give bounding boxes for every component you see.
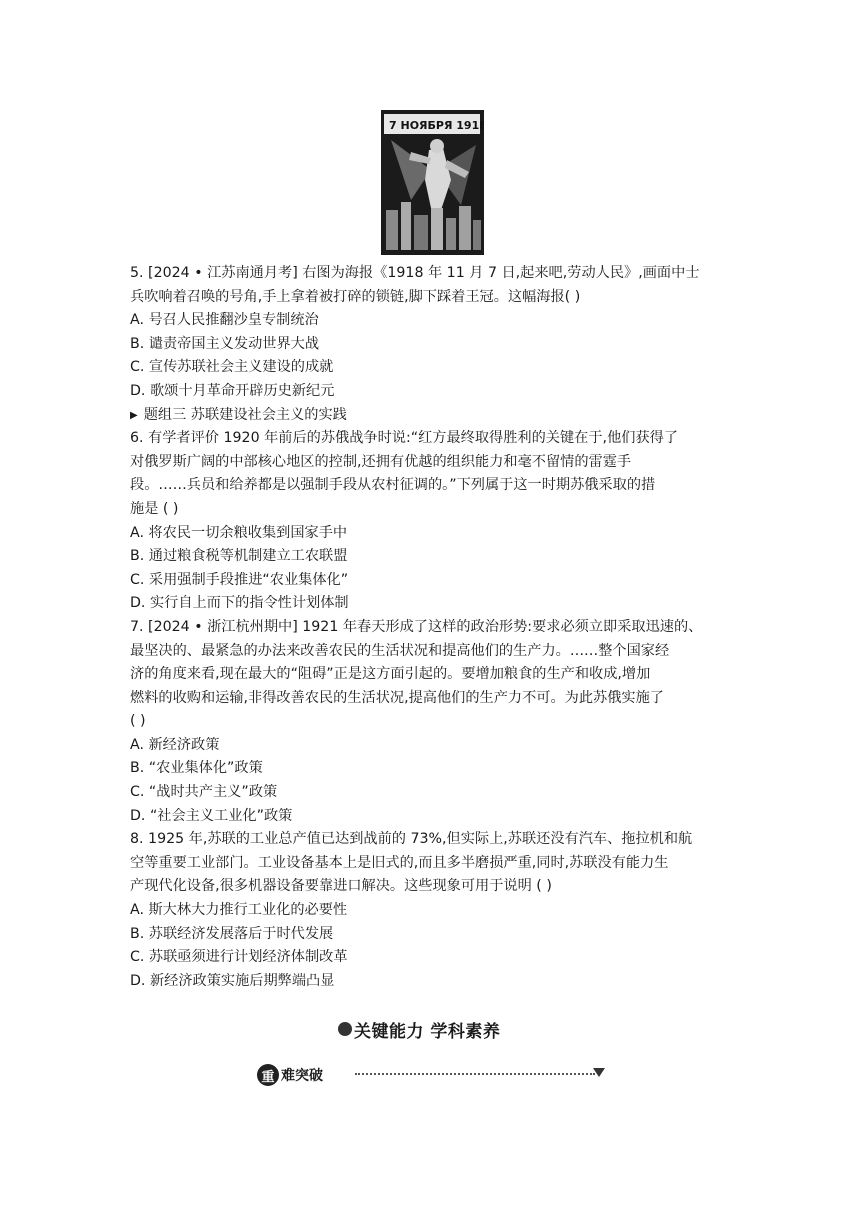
question-stem: 最坚决的、最紧急的办法来改善农民的生活状况和提高他们的生产力。……整个国家经 — [130, 642, 670, 659]
dot-icon — [338, 1022, 352, 1036]
option-b: B. 苏联经济发展落后于时代发展 — [130, 925, 334, 942]
option-c: C. “战时共产主义”政策 — [130, 784, 278, 801]
question-stem: 8. 1925 年,苏联的工业总产值已达到战前的 73%,但实际上,苏联还没有汽车、拖拉机和航 — [130, 831, 693, 848]
subsection-heading — [257, 1064, 323, 1086]
question-5 — [130, 262, 730, 404]
question-list — [130, 262, 730, 993]
arrow-down-icon — [593, 1068, 605, 1077]
question-7 — [130, 616, 730, 828]
option-a: A. 将农民一切余粮收集到国家手中 — [130, 524, 348, 541]
question-8 — [130, 828, 730, 993]
question-stem: 兵吹响着召唤的号角,手上拿着被打碎的锁链,脚下踩着王冠。这幅海报( ) — [130, 288, 581, 305]
option-c: C. 苏联亟须进行计划经济体制改革 — [130, 949, 348, 966]
question-stem: 施是 ( ) — [130, 500, 179, 517]
group-heading: ▶ 题组三 苏联建设社会主义的实践 — [130, 406, 347, 423]
option-a: A. 斯大林大力推行工业化的必要性 — [130, 902, 348, 919]
triangle-icon: ▶ — [130, 409, 138, 421]
question-stem: 6. 有学者评价 1920 年前后的苏俄战争时说:“红方最终取得胜利的关键在于,他们获得了 — [130, 430, 679, 447]
option-d: D. 实行自上而下的指令性计划体制 — [130, 595, 349, 612]
option-b: B. 谴责帝国主义发动世界大战 — [130, 335, 320, 352]
option-c: C. 宣传苏联社会主义建设的成就 — [130, 359, 334, 376]
option-d: D. 歌颂十月革命开辟历史新纪元 — [130, 382, 335, 399]
option-b: B. “农业集体化”政策 — [130, 760, 263, 777]
poster-image — [381, 110, 484, 255]
svg-text:7 НОЯБРЯ 1918: 7 НОЯБРЯ 1918 — [389, 119, 484, 132]
question-stem: 对俄罗斯广阔的中部核心地区的控制,还拥有优越的组织能力和毫不留情的雷霆手 — [130, 453, 632, 470]
question-stem: 5. [2024 • 江苏南通月考] 右图为海报《1918 年 11 月 7 日,起来吧,劳动人民》,画面中士 — [130, 265, 700, 281]
question-stem: 济的角度来看,现在最大的“阻碍”正是这方面引起的。要增加粮食的生产和收成,增加 — [130, 666, 651, 683]
question-stem: 产现代化设备,很多机器设备要靠进口解决。这些现象可用于说明 ( ) — [130, 878, 552, 895]
option-a: A. 号召人民推翻沙皇专制统治 — [130, 312, 319, 329]
option-d: D. “社会主义工业化”政策 — [130, 807, 293, 824]
question-stem: ( ) — [130, 713, 146, 730]
section-heading — [338, 1016, 500, 1042]
option-b: B. 通过粮食税等机制建立工农联盟 — [130, 548, 348, 565]
dotted-divider — [355, 1073, 595, 1075]
question-stem: 空等重要工业部门。工业设备基本上是旧式的,而且多半磨损严重,同时,苏联没有能力生 — [130, 854, 669, 871]
badge-icon: 重 — [257, 1064, 279, 1086]
subsection-title: 难突破 — [281, 1068, 323, 1084]
option-c: C. 采用强制手段推进“农业集体化” — [130, 571, 349, 588]
question-stem: 段。……兵员和给养都是以强制手段从农村征调的。”下列属于这一时期苏俄采取的措 — [130, 477, 656, 494]
option-d: D. 新经济政策实施后期弊端凸显 — [130, 972, 335, 989]
question-stem: 7. [2024 • 浙江杭州期中] 1921 年春天形成了这样的政治形势:要求必须立即采取迅速的、 — [130, 618, 703, 635]
question-6 — [130, 427, 730, 616]
option-a: A. 新经济政策 — [130, 736, 220, 753]
section-title: 关键能力 学科素养 — [354, 1021, 501, 1042]
question-stem: 燃料的收购和运输,非得改善农民的生活状况,提高他们的生产力不可。为此苏俄实施了 — [130, 689, 664, 706]
